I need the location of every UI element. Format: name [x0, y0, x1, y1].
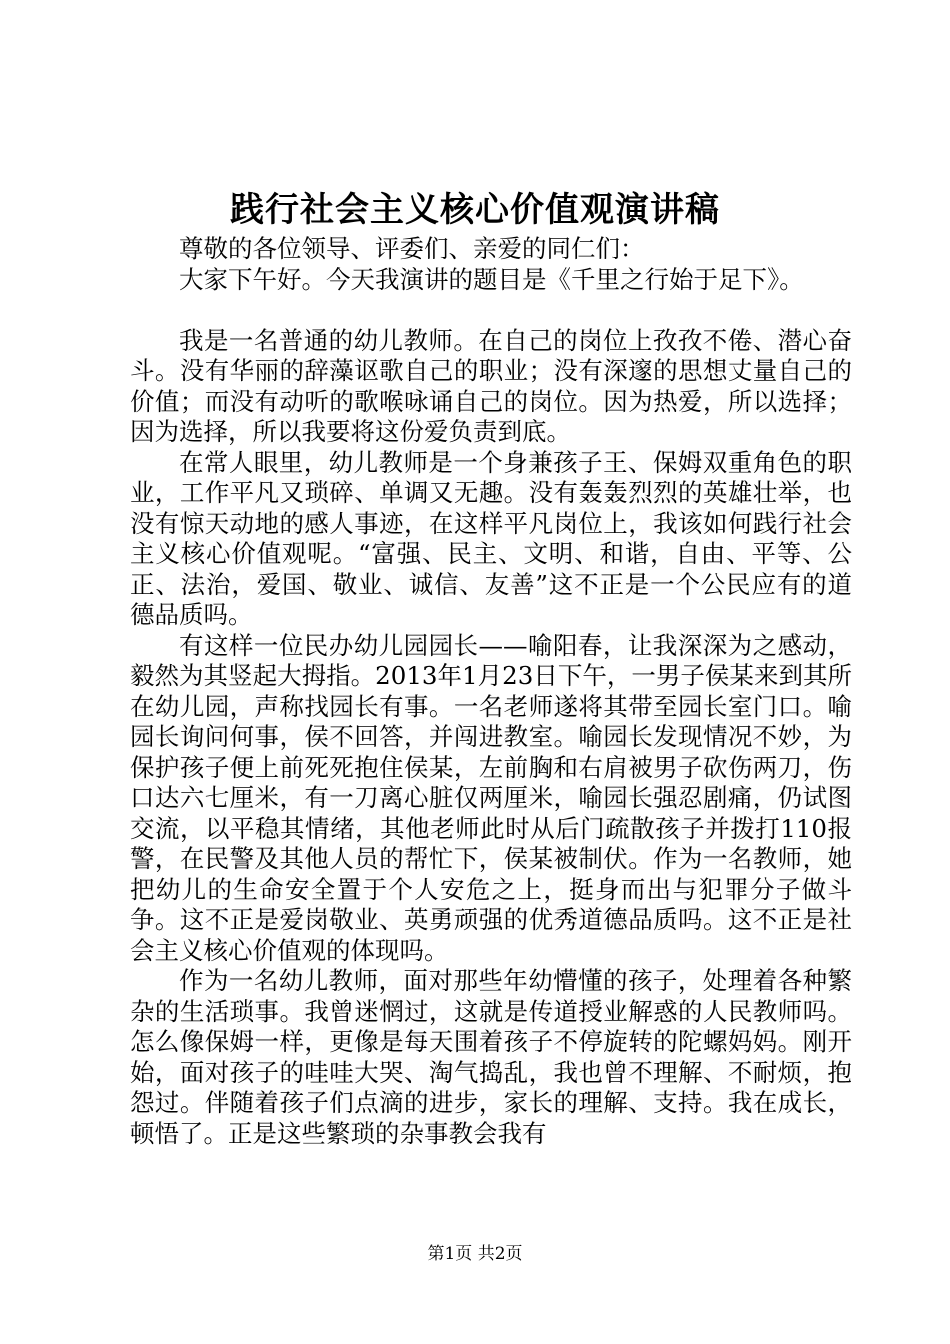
paragraph-greeting: 大家下午好。今天我演讲的题目是《千里之行始于足下》。	[179, 264, 804, 294]
paragraph-1: 我是一名普通的幼儿教师。在自己的岗位上孜孜不倦、潜心奋斗。没有华丽的辞藻讴歌自己的职业；没有深邃的思想丈量自己的价值；而没有动听的歌喉咏诵自己的岗位。因为热爱，所以选择；因为选择，所以我要将这份爱负责到底。	[130, 325, 852, 446]
page-title: 践行社会主义核心价值观演讲稿	[230, 190, 720, 230]
paragraph-spacer	[130, 295, 852, 326]
document-body	[130, 234, 852, 1149]
salutation: 尊敬的各位领导、评委们、亲爱的同仁们：	[179, 234, 645, 263]
paragraph-3: 有这样一位民办幼儿园园长——喻阳春，让我深深为之感动，毅然为其竖起大拇指。2013年1月23日下午，一男子侯某来到其所在幼儿园，声称找园长有事。一名老师遂将其带至园长室门口。喻园长询问何事，侯不回答，并闯进教室。喻园长发现情况不妙，为保护孩子便上前死死抱住侯某，左前胸和右肩被男子砍伤两刀，伤口达六七厘米，有一刀离心脏仅两厘米，喻园长强忍剧痛，仍试图交流，以平稳其情绪，其他老师此时从后门疏散孩子并拨打110报警，在民警及其他人员的帮忙下，侯某被制伏。作为一名教师，她把幼儿的生命安全置于个人安危之上，挺身而出与犯罪分子做斗争。这不正是爱岗敬业、英勇顽强的优秀道德品质吗。这不正是社会主义核心价值观的体现吗。	[130, 630, 852, 965]
page-footer: 第1页 共2页	[427, 1244, 523, 1264]
paragraph-4: 作为一名幼儿教师，面对那些年幼懵懂的孩子，处理着各种繁杂的生活琐事。我曾迷惘过，这就是传道授业解惑的人民教师吗。怎么像保姆一样，更像是每天围着孩子不停旋转的陀螺妈妈。刚开始，面对孩子的哇哇大哭、淘气捣乱，我也曾不理解、不耐烦，抱怨过。伴随着孩子们点滴的进步，家长的理解、支持。我在成长，顿悟了。正是这些繁琐的杂事教会我有	[130, 966, 852, 1148]
paragraph-2: 在常人眼里，幼儿教师是一个身兼孩子王、保姆双重角色的职业，工作平凡又琐碎、单调又无趣。没有轰轰烈烈的英雄壮举，也没有惊天动地的感人事迹，在这样平凡岗位上，我该如何践行社会主义核心价值观呢。“富强、民主、文明、和谐，自由、平等、公正、法治，爱国、敬业、诚信、友善”这不正是一个公民应有的道德品质吗。	[130, 447, 852, 629]
